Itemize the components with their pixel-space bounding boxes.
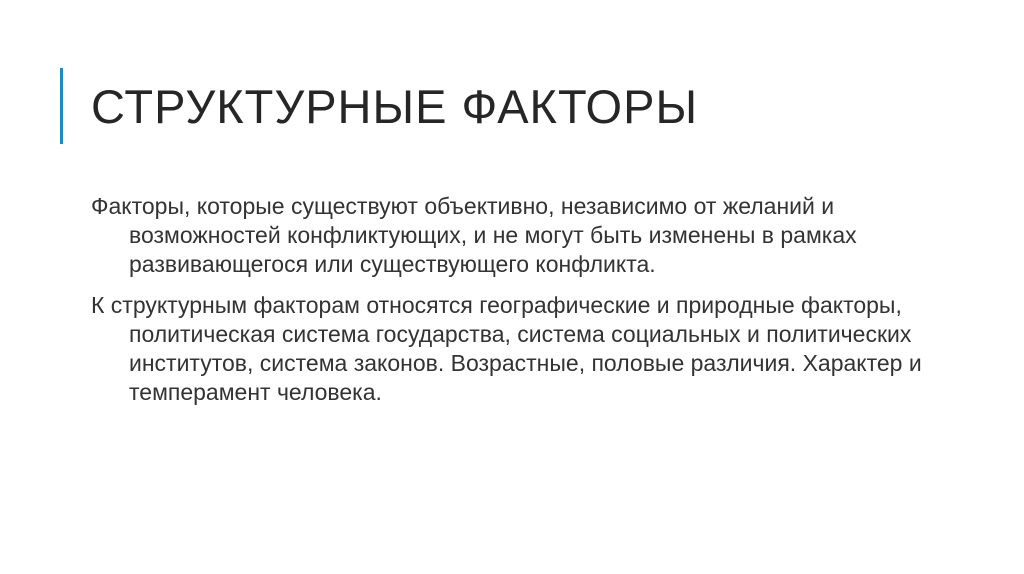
slide-title: СТРУКТУРНЫЕ ФАКТОРЫ — [91, 80, 699, 133]
title-accent-bar — [60, 68, 63, 144]
paragraph-1: Факторы, которые существуют объективно, независимо от желаний и возможностей конфликтующих, и не могут быть изменены в рамках развивающегося или существующего конфликта. — [91, 193, 857, 277]
slide-body — [91, 192, 931, 419]
paragraph-2: К структурным факторам относятся географические и природные факторы, политическая система государства, система социальных и политических институтов, система законов. Возрастные, половые различия. Характер и темперамент человека. — [91, 292, 922, 405]
